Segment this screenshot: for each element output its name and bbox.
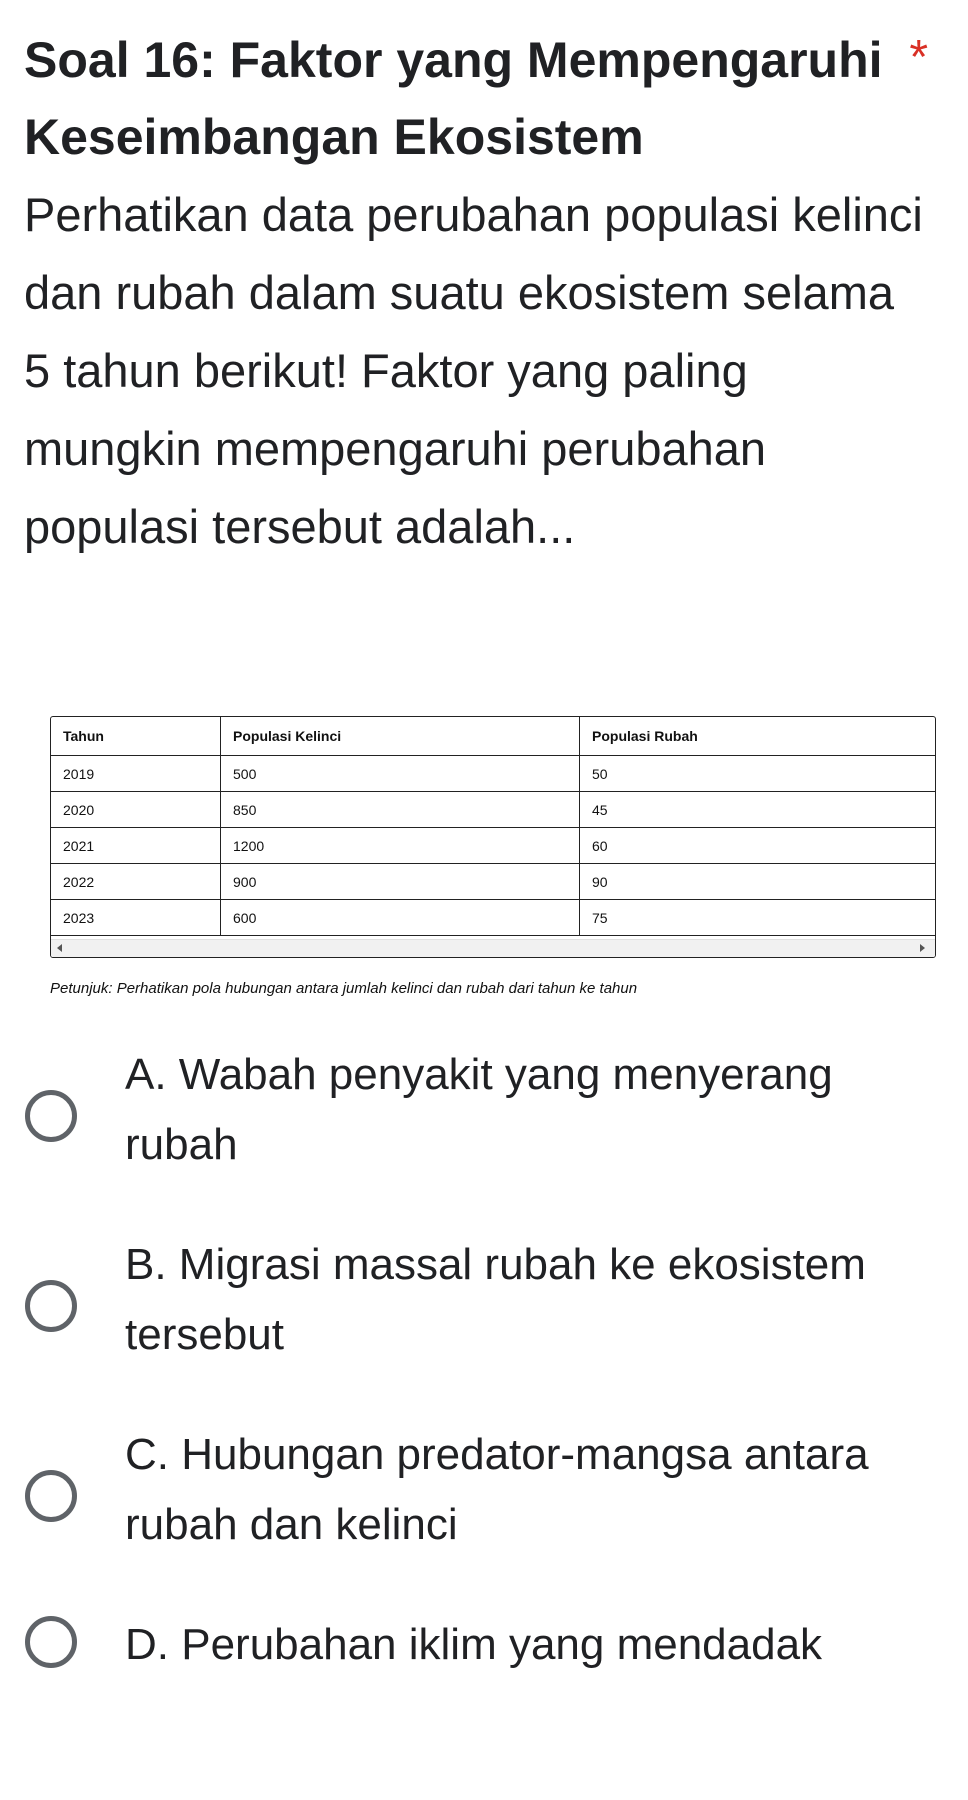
- option-a[interactable]: [0, 1040, 968, 1230]
- cell-kelinci: 850: [221, 792, 580, 828]
- radio-option-c[interactable]: [25, 1470, 77, 1522]
- cell-kelinci: 1200: [221, 828, 580, 864]
- question-title: Soal 16: Faktor yang Mempengaruhi Keseimbangan Ekosistem: [24, 32, 883, 165]
- question-description: Perhatikan data perubahan populasi kelinci dan rubah dalam suatu ekosistem selama 5 tahun berikut! Faktor yang paling mungkin mempengaruhi perubahan populasi tersebut adalah...: [24, 188, 923, 553]
- radio-option-a[interactable]: [25, 1090, 77, 1142]
- table-row: [51, 792, 935, 828]
- cell-rubah: 60: [580, 828, 936, 864]
- option-c-label[interactable]: C. Hubungan predator-mangsa antara rubah dan kelinci: [125, 1430, 869, 1549]
- table-row: [51, 756, 935, 792]
- radio-option-d[interactable]: [25, 1616, 77, 1668]
- scroll-left-arrow-icon[interactable]: [57, 944, 62, 952]
- header-tahun: Tahun: [51, 717, 221, 756]
- option-b-label[interactable]: B. Migrasi massal rubah ke ekosistem tersebut: [125, 1240, 866, 1359]
- cell-kelinci: 600: [221, 900, 580, 936]
- table-caption: Petunjuk: Perhatikan pola hubungan antara jumlah kelinci dan rubah dari tahun ke tahun: [50, 980, 638, 997]
- table-row: [51, 864, 935, 900]
- cell-tahun: 2022: [51, 864, 221, 900]
- header-populasi-rubah: Populasi Rubah: [580, 717, 936, 756]
- option-b[interactable]: [0, 1230, 968, 1420]
- table-scroll-container[interactable]: [50, 716, 936, 958]
- cell-rubah: 75: [580, 900, 936, 936]
- cell-kelinci: 900: [221, 864, 580, 900]
- option-d[interactable]: [0, 1610, 968, 1800]
- population-table: [51, 717, 935, 936]
- cell-rubah: 45: [580, 792, 936, 828]
- table-row: [51, 828, 935, 864]
- cell-tahun: 2023: [51, 900, 221, 936]
- cell-rubah: 50: [580, 756, 936, 792]
- option-d-label[interactable]: D. Perubahan iklim yang mendadak: [125, 1620, 823, 1669]
- cell-rubah: 90: [580, 864, 936, 900]
- table-row: [51, 900, 935, 936]
- option-a-label[interactable]: A. Wabah penyakit yang menyerang rubah: [125, 1050, 833, 1169]
- cell-tahun: 2019: [51, 756, 221, 792]
- horizontal-scrollbar[interactable]: [51, 939, 935, 957]
- radio-option-b[interactable]: [25, 1280, 77, 1332]
- question-header: [24, 22, 928, 566]
- option-c[interactable]: [0, 1420, 968, 1610]
- required-marker: *: [909, 31, 928, 84]
- cell-tahun: 2020: [51, 792, 221, 828]
- cell-tahun: 2021: [51, 828, 221, 864]
- header-populasi-kelinci: Populasi Kelinci: [221, 717, 580, 756]
- cell-kelinci: 500: [221, 756, 580, 792]
- scroll-right-arrow-icon[interactable]: [920, 944, 925, 952]
- table-header-row: [51, 717, 935, 756]
- data-table-figure: [40, 716, 940, 997]
- answer-options: [0, 1040, 968, 1800]
